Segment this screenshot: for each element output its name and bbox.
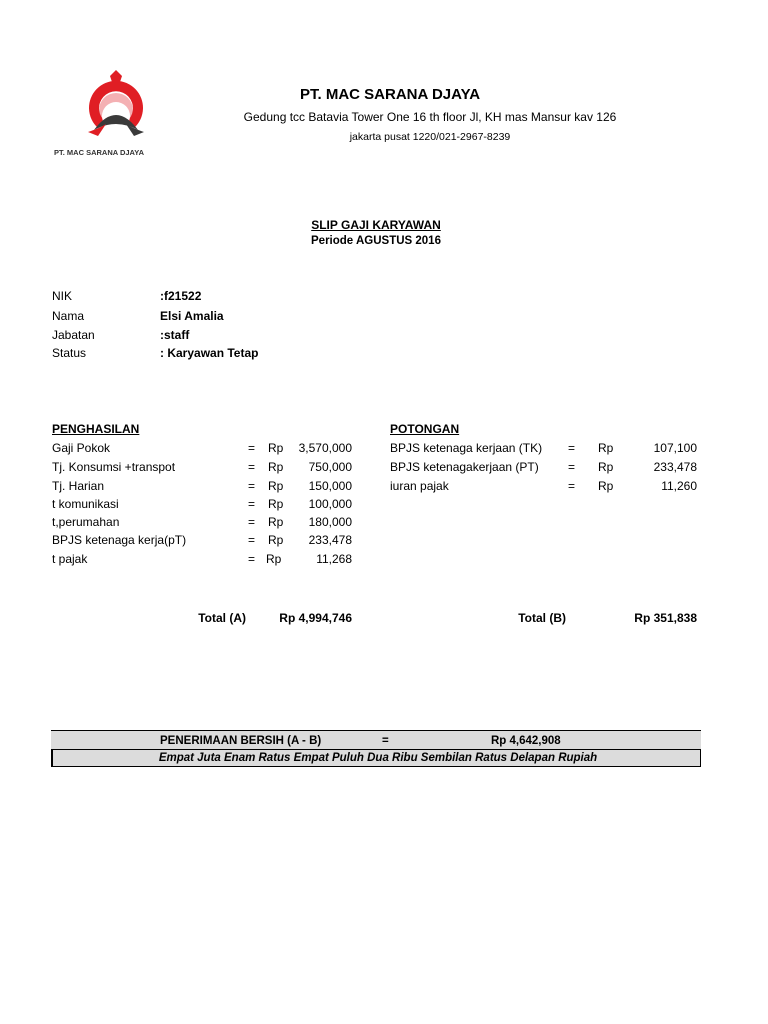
income-eq: = <box>248 460 256 474</box>
income-label: Tj. Konsumsi +transpot <box>52 460 176 474</box>
deductions-heading: POTONGAN <box>390 422 460 436</box>
income-amount: 11,268 <box>316 552 352 566</box>
net-pay-row <box>51 730 701 750</box>
income-amount: 100,000 <box>308 497 352 511</box>
income-eq: = <box>248 533 256 547</box>
income-currency: Rp <box>268 460 284 474</box>
income-amount: 750,000 <box>308 460 352 474</box>
income-currency: Rp <box>268 533 284 547</box>
net-pay-value: Rp 4,642,908 <box>491 735 561 747</box>
income-eq: = <box>248 552 256 566</box>
income-currency: Rp <box>268 497 284 511</box>
company-logo <box>48 70 178 165</box>
net-pay-in-words: Empat Juta Enam Ratus Empat Puluh Dua Ribu Sembilan Ratus Delapan Rupiah <box>158 752 598 764</box>
income-currency: Rp <box>266 552 282 566</box>
deductions-total-value: Rp 351,838 <box>634 611 697 625</box>
income-currency: Rp <box>268 479 284 493</box>
income-amount: 180,000 <box>308 515 352 529</box>
income-total-value: Rp 4,994,746 <box>279 611 352 625</box>
income-label: Gaji Pokok <box>52 441 111 455</box>
employee-label-status: Status <box>52 346 87 360</box>
income-eq: = <box>248 515 256 529</box>
income-label: t komunikasi <box>52 497 119 511</box>
income-label: t,perumahan <box>52 515 120 529</box>
employee-label-nama: Nama <box>52 309 85 323</box>
slip-title: SLIP GAJI KARYAWAN <box>311 218 441 232</box>
income-total-label: Total (A) <box>198 611 246 625</box>
income-amount: 233,478 <box>308 533 352 547</box>
logo-text: PT. MAC SARANA DJAYA <box>54 148 145 157</box>
company-contact: jakarta pusat 1220/021-2967-8239 <box>349 131 511 143</box>
net-pay-label: PENERIMAAN BERSIH (A - B) <box>160 735 322 747</box>
deduction-label: BPJS ketenaga kerjaan (TK) <box>390 441 543 455</box>
deduction-eq: = <box>568 441 576 455</box>
deduction-amount: 107,100 <box>653 441 697 455</box>
employee-label-nik: NIK <box>52 289 73 303</box>
income-label: Tj. Harian <box>52 479 105 493</box>
deduction-amount: 11,260 <box>661 479 697 493</box>
income-label: BPJS ketenaga kerja(pT) <box>52 533 187 547</box>
income-currency: Rp <box>268 441 284 455</box>
company-name: PT. MAC SARANA DJAYA <box>300 86 481 103</box>
deduction-eq: = <box>568 479 576 493</box>
deduction-eq: = <box>568 460 576 474</box>
employee-value-status: : Karyawan Tetap <box>160 346 259 360</box>
deduction-currency: Rp <box>598 479 614 493</box>
income-eq: = <box>248 441 256 455</box>
employee-value-jabatan: :staff <box>160 328 190 342</box>
employee-value-nik: :f21522 <box>160 289 202 303</box>
deduction-currency: Rp <box>598 460 614 474</box>
net-pay-eq: = <box>382 735 389 747</box>
income-amount: 150,000 <box>308 479 352 493</box>
deductions-total-label: Total (B) <box>518 611 566 625</box>
company-address: Gedung tcc Batavia Tower One 16 th floor Jl, KH mas Mansur kav 126 <box>243 110 617 124</box>
income-eq: = <box>248 479 256 493</box>
deduction-label: BPJS ketenagakerjaan (PT) <box>390 460 539 474</box>
income-eq: = <box>248 497 256 511</box>
deduction-currency: Rp <box>598 441 614 455</box>
slip-period: Periode AGUSTUS 2016 <box>311 235 441 247</box>
income-label: t pajak <box>52 552 88 566</box>
employee-value-nama: Elsi Amalia <box>160 309 224 323</box>
net-pay-words-row <box>51 749 701 767</box>
income-currency: Rp <box>268 515 284 529</box>
deduction-amount: 233,478 <box>653 460 697 474</box>
deduction-label: iuran pajak <box>390 479 449 493</box>
income-heading: PENGHASILAN <box>52 422 140 436</box>
income-amount: 3,570,000 <box>298 441 352 455</box>
employee-label-jabatan: Jabatan <box>52 328 95 342</box>
